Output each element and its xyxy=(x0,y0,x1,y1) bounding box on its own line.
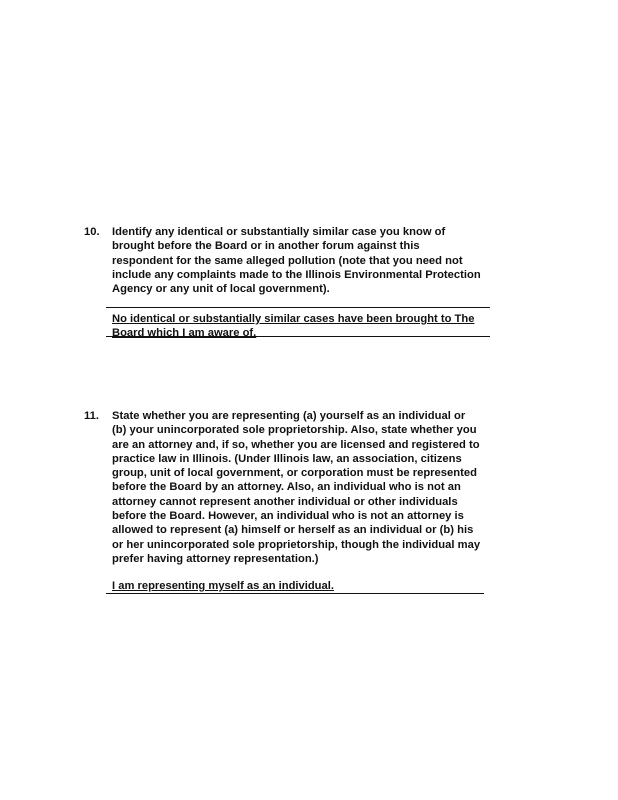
answer-bottom-rule xyxy=(106,336,490,337)
item-number: 10. xyxy=(84,226,100,238)
answer-top-rule xyxy=(106,307,490,308)
question-text: Identify any identical or substantially similar case you know of brought before the Board or in another forum against this respondent for the same alleged pollution (note that you need not include any complaints made to the Illinois Environmental Protection Agency or any unit of local government). xyxy=(112,226,481,296)
question-text: State whether you are representing (a) yourself as an individual or (b) your unincorporated sole proprietorship. Also, state whether you are an attorney and, if so, whether you are licensed and registered to practice law in Illinois. (Under Illinois law, an association, citizens group, unit of local government, or corporation must be represented before the Board by an attorney. Also, an individual who is not an attorney cannot represent another individual or other individuals before the Board. However, an individual who is not an attorney is allowed to represent (a) himself or herself as an individual or (b) his or her unincorporated sole proprietorship, though the individual may prefer having attorney representation.) xyxy=(112,410,481,565)
answer-bottom-rule xyxy=(106,593,484,594)
item-number: 11. xyxy=(84,410,99,422)
answer-text: No identical or substantially similar cases have been brought to The Board which I am aware of. xyxy=(112,313,475,340)
answer-text: I am representing myself as an individual. xyxy=(112,580,334,592)
